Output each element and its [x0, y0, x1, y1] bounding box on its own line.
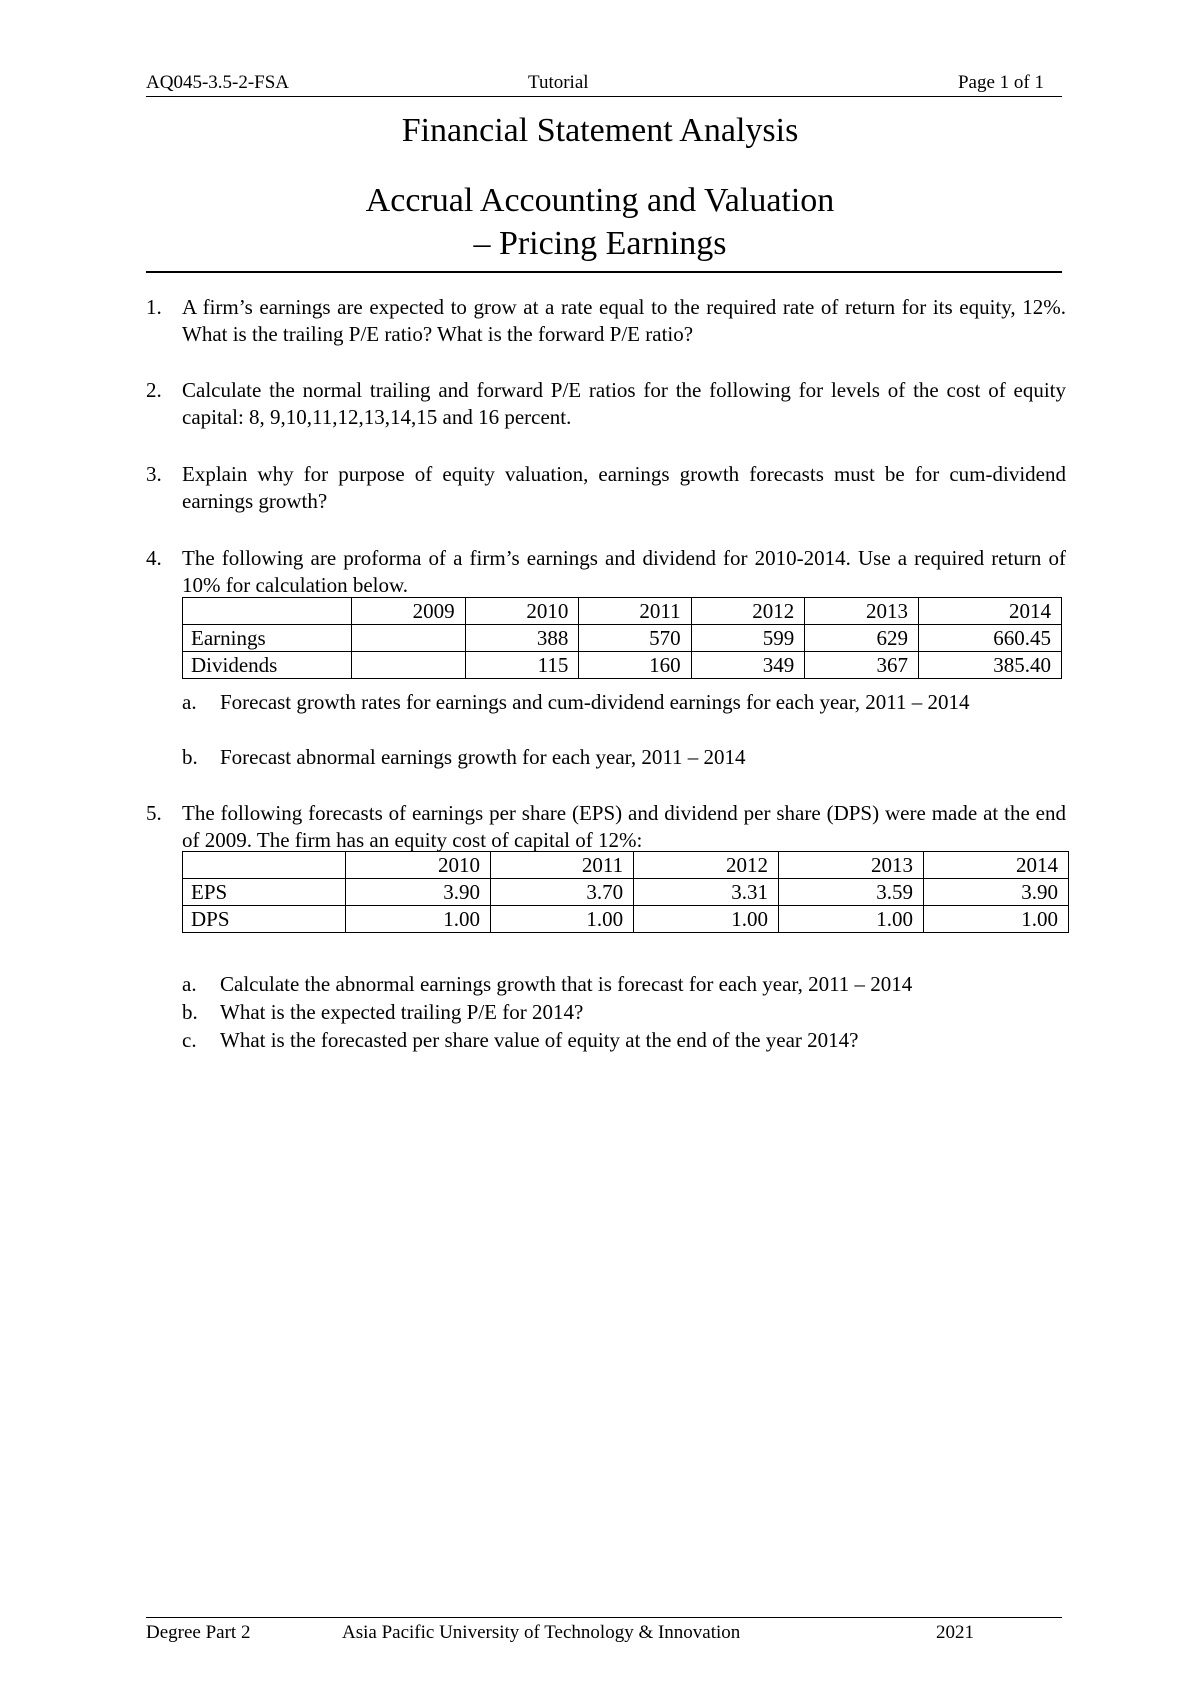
- table-cell: 388: [465, 625, 579, 652]
- table-cell: [352, 625, 466, 652]
- question-number: 2.: [146, 378, 162, 402]
- question-text: The following forecasts of earnings per share (EPS) and dividend per share (DPS) were made at the end of 2009. The firm has an equity cost of capital of 12%:: [182, 801, 1066, 852]
- footer-year: 2021: [936, 1622, 974, 1643]
- sub-question-text: Forecast abnormal earnings growth for each year, 2011 – 2014: [220, 745, 746, 769]
- question-text: A firm’s earnings are expected to grow at a rate equal to the required rate of return for its equity, 12%. What is the trailing P/E ratio? What is the forward P/E ratio?: [182, 295, 1066, 346]
- course-code: AQ045-3.5-2-FSA: [146, 72, 290, 93]
- table-cell: 599: [691, 625, 805, 652]
- page-number: Page 1 of 1: [957, 72, 1044, 93]
- table-cell: 570: [579, 625, 691, 652]
- table-header-row: [183, 852, 1069, 879]
- table-cell: 2013: [805, 598, 919, 625]
- sub-question-label: b.: [182, 745, 198, 769]
- question-number: 4.: [146, 546, 162, 570]
- earnings-dividends-table: [182, 597, 1062, 679]
- page-title: Financial Statement Analysis: [401, 112, 799, 149]
- question-4a: [182, 689, 1066, 716]
- table-cell: 2014: [924, 852, 1069, 879]
- table-cell: 2014: [918, 598, 1061, 625]
- question-5: [146, 800, 1066, 854]
- page-header: [146, 72, 1062, 96]
- sub-question-label: a.: [182, 690, 197, 714]
- row-label: Dividends: [183, 652, 352, 679]
- question-text: Calculate the normal trailing and forward P/E ratios for the following for levels of the cost of equity capital: 8, 9,10,11,12,13,14,15 and 16 percent.: [182, 378, 1066, 429]
- table-cell: 3.90: [924, 879, 1069, 906]
- table-cell: 115: [465, 652, 579, 679]
- table-cell: [352, 652, 466, 679]
- title-divider: [146, 271, 1062, 273]
- question-2: [146, 377, 1066, 431]
- table-cell: [183, 852, 346, 879]
- row-label: DPS: [183, 906, 346, 933]
- table-cell: 349: [691, 652, 805, 679]
- sub-question-text: Forecast growth rates for earnings and cum-dividend earnings for each year, 2011 – 2014: [220, 690, 970, 714]
- page-subtitle: Accrual Accounting and Valuation: [365, 182, 835, 219]
- question-1: [146, 294, 1066, 348]
- row-label: EPS: [183, 879, 346, 906]
- question-4b: [182, 744, 1066, 771]
- table-row: [183, 652, 1062, 679]
- question-number: 5.: [146, 801, 162, 825]
- question-text: The following are proforma of a firm’s earnings and dividend for 2010-2014. Use a required return of 10% for calculation below.: [182, 546, 1066, 597]
- sub-question-label: b.: [182, 1000, 198, 1024]
- sub-question-text: What is the expected trailing P/E for 2014?: [220, 1000, 584, 1024]
- footer-divider: [146, 1617, 1062, 1618]
- table-cell: [183, 598, 352, 625]
- sub-question-label: a.: [182, 972, 197, 996]
- table-cell: 3.90: [346, 879, 491, 906]
- table-row: [183, 906, 1069, 933]
- table-cell: 2010: [465, 598, 579, 625]
- university-name: Asia Pacific University of Technology & Innovation: [342, 1622, 741, 1643]
- table-cell: 385.40: [918, 652, 1061, 679]
- table-cell: 629: [805, 625, 919, 652]
- sub-question-text: Calculate the abnormal earnings growth that is forecast for each year, 2011 – 2014: [220, 972, 913, 996]
- table-cell: 1.00: [924, 906, 1069, 933]
- question-number: 1.: [146, 295, 162, 319]
- table-cell: 2013: [779, 852, 924, 879]
- table-cell: 1.00: [634, 906, 779, 933]
- question-5b: [182, 999, 1066, 1026]
- table-cell: 2011: [490, 852, 633, 879]
- question-text: Explain why for purpose of equity valuation, earnings growth forecasts must be for cum-dividend earnings growth?: [182, 462, 1066, 513]
- table-cell: 1.00: [490, 906, 633, 933]
- table-cell: 2012: [691, 598, 805, 625]
- eps-dps-table: [182, 851, 1069, 933]
- table-header-row: [183, 598, 1062, 625]
- question-5c: [182, 1027, 1066, 1054]
- row-label: Earnings: [183, 625, 352, 652]
- table-cell: 3.59: [779, 879, 924, 906]
- table-cell: 1.00: [346, 906, 491, 933]
- sub-question-label: c.: [182, 1028, 197, 1052]
- question-number: 3.: [146, 462, 162, 486]
- sub-question-text: What is the forecasted per share value of equity at the end of the year 2014?: [220, 1028, 859, 1052]
- header-divider: [146, 96, 1062, 97]
- page-subtitle-2: – Pricing Earnings: [473, 225, 727, 262]
- table-cell: 3.70: [490, 879, 633, 906]
- table-row: [183, 879, 1069, 906]
- question-5a: [182, 971, 1066, 998]
- table-cell: 2011: [579, 598, 691, 625]
- table-cell: 2012: [634, 852, 779, 879]
- table-cell: 1.00: [779, 906, 924, 933]
- table-cell: 367: [805, 652, 919, 679]
- page-footer: [146, 1622, 1062, 1646]
- question-3: [146, 461, 1066, 515]
- table-cell: 160: [579, 652, 691, 679]
- degree-label: Degree Part 2: [146, 1622, 251, 1643]
- table-cell: 2009: [352, 598, 466, 625]
- table-cell: 3.31: [634, 879, 779, 906]
- table-cell: 660.45: [918, 625, 1061, 652]
- table-cell: 2010: [346, 852, 491, 879]
- document-type: Tutorial: [528, 72, 589, 93]
- table-row: [183, 625, 1062, 652]
- question-4: [146, 545, 1066, 599]
